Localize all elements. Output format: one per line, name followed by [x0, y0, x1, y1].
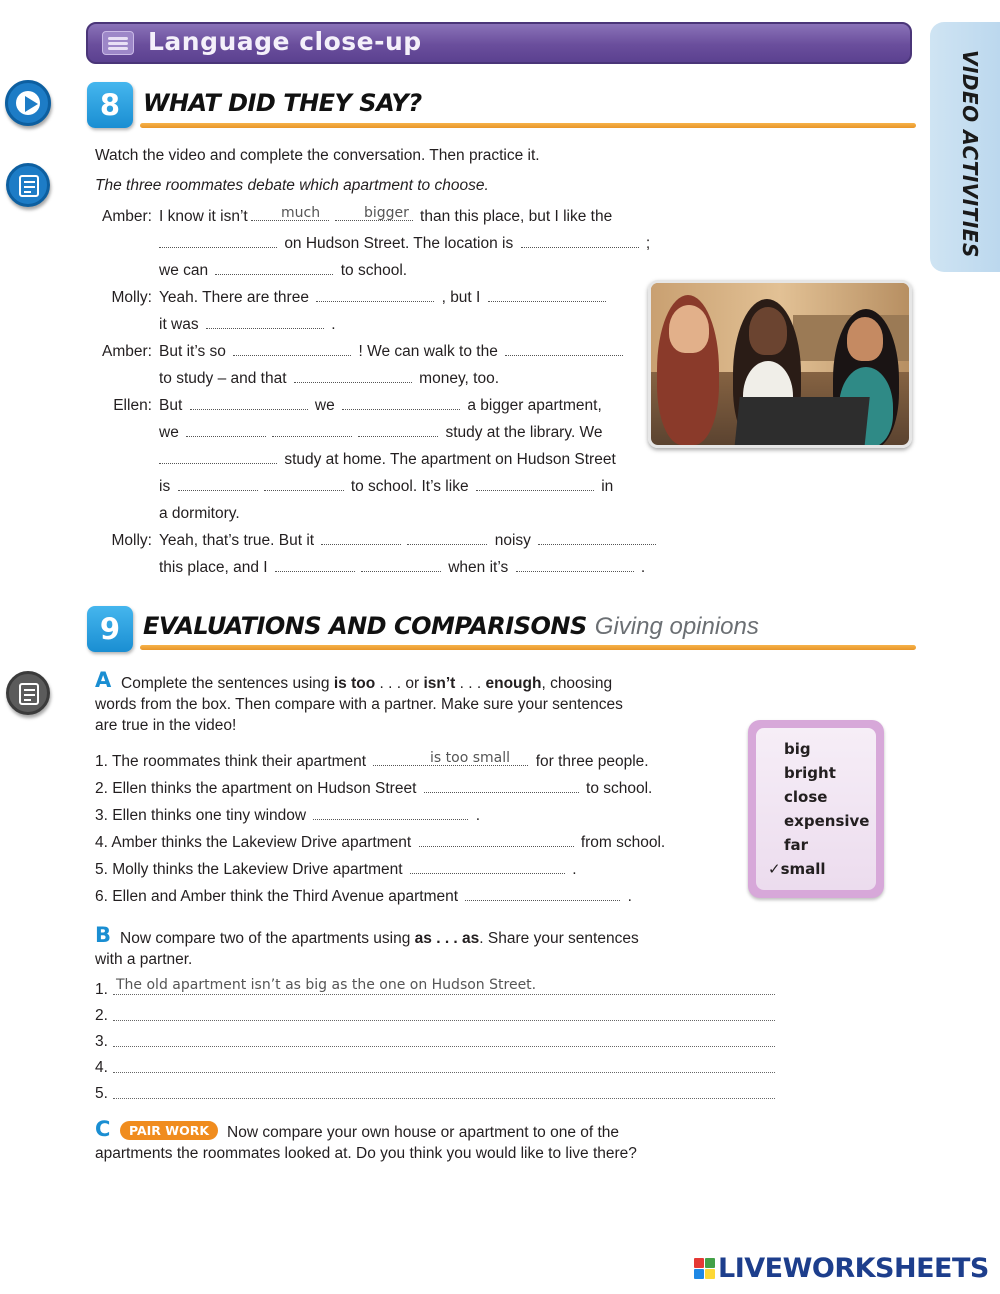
part-letter: B: [95, 923, 112, 947]
answer-blank[interactable]: [159, 450, 277, 464]
example-answer: The old apartment isn’t as big as the one on Hudson Street.: [116, 977, 537, 993]
answer-line[interactable]: [113, 1046, 775, 1047]
exercise-item: 3. Ellen thinks one tiny window .: [95, 807, 481, 824]
dialogue-line: is to school. It’s like in: [159, 478, 614, 495]
section-number-badge: 8: [87, 82, 133, 128]
exercise-item: 2. Ellen thinks the apartment on Hudson Street to school.: [95, 780, 653, 797]
line-number: 2.: [95, 1007, 108, 1024]
dialogue-line: a dormitory.: [159, 505, 240, 522]
speaker-label: Molly:: [111, 532, 152, 549]
word-box-item: far: [784, 836, 809, 854]
answer-blank[interactable]: [264, 477, 344, 491]
part-b-intro: Now compare two of the apartments using as . . . as. Share your sentences: [120, 930, 639, 947]
section-number-badge: 9: [87, 606, 133, 652]
header-banner: [86, 22, 912, 64]
dialogue-line: on Hudson Street. The location is ;: [159, 234, 650, 254]
dialogue-line: study at home. The apartment on Hudson Street: [159, 450, 616, 470]
liveworksheets-logo[interactable]: [694, 1253, 990, 1287]
speaker-label: Amber:: [102, 343, 152, 360]
answer-blank[interactable]: [424, 779, 579, 793]
answer-blank[interactable]: [516, 558, 634, 572]
answer-blank[interactable]: [419, 833, 574, 847]
line-number: 3.: [95, 1033, 108, 1050]
context-text: The three roommates debate which apartment to choose.: [95, 177, 489, 194]
video-still-photo: [648, 280, 912, 448]
answer-blank[interactable]: [476, 477, 594, 491]
logo-grid-icon: [694, 1258, 716, 1280]
part-b-intro: with a partner.: [95, 951, 193, 968]
section-rule: [140, 123, 916, 128]
exercise-item: 6. Ellen and Amber think the Third Avenue apartment .: [95, 888, 632, 905]
dialogue-line: Yeah. There are three , but I: [159, 288, 609, 308]
answer-blank[interactable]: [275, 558, 355, 572]
answer-blank[interactable]: [159, 234, 277, 248]
part-c-text: apartments the roommates looked at. Do you think you would like to live there?: [95, 1145, 637, 1162]
answer-blank[interactable]: [233, 342, 351, 356]
instruction-text: Watch the video and complete the conversation. Then practice it.: [95, 147, 540, 164]
worksheet-icon[interactable]: [6, 163, 50, 207]
dialogue-line: it was .: [159, 316, 336, 333]
part-a-intro: words from the box. Then compare with a partner. Make sure your sentences: [95, 696, 623, 713]
answer-blank[interactable]: [190, 396, 308, 410]
section-rule: [140, 645, 916, 650]
word-box-item: expensive: [784, 812, 870, 830]
answer-blank[interactable]: [521, 234, 639, 248]
answer-blank[interactable]: [358, 423, 438, 437]
answer-line[interactable]: [113, 1020, 775, 1021]
example-answer: bigger: [364, 205, 409, 221]
section-title: EVALUATIONS AND COMPARISONS Giving opinions: [143, 612, 759, 640]
answer-blank[interactable]: [206, 315, 324, 329]
answer-blank[interactable]: [538, 531, 656, 545]
dialogue-line: this place, and I when it’s .: [159, 559, 646, 576]
logo-text: LIVEWORKSHEETS: [718, 1253, 989, 1284]
answer-blank[interactable]: [178, 477, 258, 491]
speaker-label: Molly:: [111, 289, 152, 306]
dialogue-line: Yeah, that’s true. But it noisy: [159, 531, 659, 551]
part-c-text: Now compare your own house or apartment to one of the: [227, 1124, 620, 1141]
line-number: 1.: [95, 981, 108, 998]
answer-blank[interactable]: [465, 887, 620, 901]
section-title: WHAT DID THEY SAY?: [143, 89, 422, 117]
answer-blank[interactable]: [186, 423, 266, 437]
answer-line[interactable]: [113, 1098, 775, 1099]
answer-blank[interactable]: [313, 806, 468, 820]
worksheet-icon-grey[interactable]: [6, 671, 50, 715]
answer-blank[interactable]: [361, 558, 441, 572]
example-answer: much: [281, 205, 321, 221]
banner-title: Language close-up: [148, 27, 422, 56]
exercise-item: 5. Molly thinks the Lakeview Drive apartment .: [95, 861, 577, 878]
dialogue-line: to study – and that money, too.: [159, 370, 500, 387]
answer-blank[interactable]: [321, 531, 401, 545]
answer-blank[interactable]: [407, 531, 487, 545]
answer-line[interactable]: [113, 1072, 775, 1073]
answer-blank[interactable]: [488, 288, 606, 302]
answer-blank[interactable]: [272, 423, 352, 437]
exercise-item: 4. Amber thinks the Lakeview Drive apartment from school.: [95, 834, 666, 851]
speaker-label: Ellen:: [113, 397, 152, 414]
example-answer: is too small: [430, 750, 510, 766]
word-box-item: big: [784, 740, 811, 758]
answer-blank[interactable]: [215, 261, 333, 275]
part-a-intro: are true in the video!: [95, 717, 237, 734]
section-subtitle: Giving opinions: [594, 613, 759, 640]
dialogue-line: we study at the library. We: [159, 424, 603, 441]
answer-blank[interactable]: [505, 342, 623, 356]
pair-work-badge: PAIR WORK: [120, 1121, 218, 1140]
answer-blank[interactable]: [342, 396, 460, 410]
play-video-icon[interactable]: [5, 80, 51, 126]
speaker-label: Amber:: [102, 208, 152, 225]
part-letter: C: [95, 1117, 111, 1141]
word-box-item: close: [784, 788, 828, 806]
dialogue-line: I know it isn’t than this place, but I like the: [159, 208, 613, 225]
part-letter: A: [95, 668, 112, 692]
word-box-item: ✓small: [768, 860, 826, 878]
side-tab-label: VIDEO ACTIVITIES: [958, 50, 982, 258]
exercise-item: 1. The roommates think their apartment for three people.: [95, 753, 649, 770]
answer-blank[interactable]: [294, 369, 412, 383]
dialogue-line: we can to school.: [159, 262, 408, 279]
menu-icon[interactable]: [102, 31, 134, 55]
dialogue-line: But we a bigger apartment,: [159, 397, 602, 414]
answer-line[interactable]: [113, 994, 775, 995]
answer-blank[interactable]: [316, 288, 434, 302]
line-number: 4.: [95, 1059, 108, 1076]
part-a-intro: Complete the sentences using is too . . . or isn’t . . . enough, choosing: [121, 675, 613, 692]
dialogue-line: But it’s so ! We can walk to the: [159, 342, 626, 362]
answer-blank[interactable]: [410, 860, 565, 874]
word-box-item: bright: [784, 764, 836, 782]
line-number: 5.: [95, 1085, 108, 1102]
